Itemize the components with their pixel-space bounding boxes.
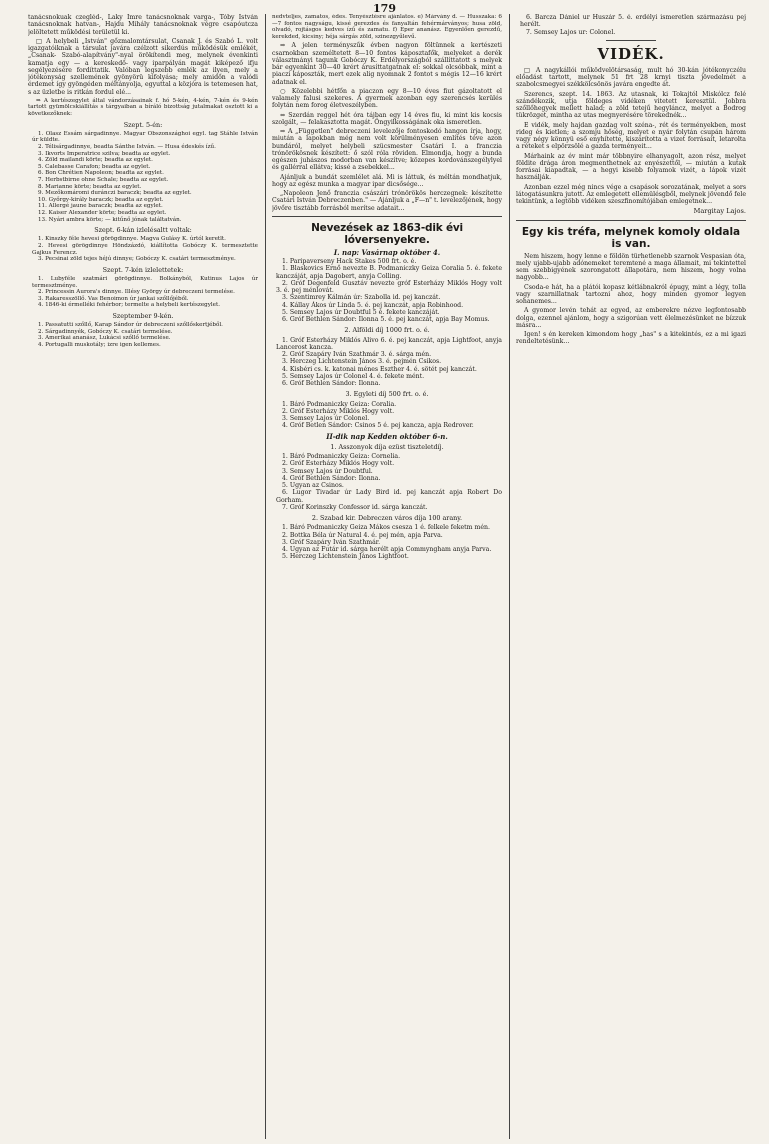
list-item: 4. Portugalli muskotály; izre igen kellemes. bbox=[38, 341, 161, 348]
column-rule bbox=[509, 14, 510, 1139]
paragraph: A gyomor levén tehát az egyed, az emberekre nézve legfontosabb dolga, ezennel ajánlom, hogy a szigorúan vett élelmezésünket ne bízzuk másra... bbox=[516, 307, 746, 329]
race-heading: 2. Alföldi díj 1000 frt. o. é. bbox=[344, 326, 430, 335]
paragraph: Azonban ezzel még nincs vége a csapások sorozatának, melyet a sors látogatásunkra jutott. Az emlegetett ellemülésgből, melynek jövendő fele tekintünk, a legtöbb vidéken szeszfinomítójában emlegetnek... bbox=[516, 183, 746, 205]
paragraph: „Napoleon Jenő franczia császári trónörökös herczegnek: készítette Csatári István Debreczenben." — Ajánljuk a „F—n" t. levelezőjének, hogy jövőre tisztább forrásból merítse adatait... bbox=[272, 190, 502, 212]
list-item: 2. Princessin Aurora's dinnye. Illésy György úr debreczeni termelése. bbox=[38, 289, 235, 296]
section-title-videk: VIDÉK. bbox=[597, 44, 665, 63]
column-left bbox=[28, 14, 258, 1139]
list-item: 3. Amerikai ananász, Lukácsi szőllő termelése. bbox=[38, 335, 171, 342]
paragraph: □ A helybeli „István" gőzmalomtársulat, Csanak J. és Szabó L. volt igazgatóiknak a társulat javára czélzott sikerdús működésük emlékét, „Csanak- Szabó-alapítvány"-nyal örökítendi meg, melynek évenkinti kamatja egy — a kereskedő- vagy iparpályán magát kiképező ifju segélyezésére fordíttatik. Valóban legszebb emlék az ilyen, mely a jótékonyság szellemének gyönyörü kifolyása; mely amidőn a valódi érdemet így gyöngéden méltányolja, egyuttal a közjóra is tetemesen hat, s az üzletbe is ritkán fordul elé... bbox=[28, 37, 258, 96]
race-entry: 3. Herczeg Lichtenstein János 3. é. pejmén Csikos. bbox=[282, 358, 442, 366]
race-heading: 2. Szabad kir. Debreczen város díja 100 arany. bbox=[311, 514, 463, 523]
race-entry: 1. Báró Podmaniczky Geiza: Coralia. bbox=[282, 400, 397, 408]
list-item: 3. Pecsinai zöld tejes héjú dinnye; Gobóczy K. csatári termesztménye. bbox=[38, 256, 236, 263]
list-item: 8. Marianne körte; beadta az egylet. bbox=[38, 183, 142, 190]
paragraph: ⇔ Szerdán reggel hét óra tájban egy 14 éves fiu, ki mint kis kocsis szolgált, — felakasztotta magát. Öngyilkosságának oka ismeretlen. bbox=[272, 111, 502, 126]
race-entry: 3. Semsey Lajos úr Colonel. bbox=[282, 415, 370, 423]
race-entry: 1. Paripaverseny Hack Stakes 500 frt. o. é. bbox=[282, 258, 417, 266]
divider bbox=[606, 40, 656, 41]
race-entry: 2. Gróf Szapáry Iván Szathmár 3. é. sárga mén. bbox=[282, 351, 432, 359]
list-item: 1. Lubyféle szatmári görögdinnye. Bolkányból, Kutinus Lajos úr termesztménye. bbox=[32, 275, 258, 289]
race-entry: 4. Kállay Ákos úr Linda 5. é. pej kanczát, apja Robinhood. bbox=[282, 301, 464, 309]
list-item: 2. Hevesi görögdinnye Höndzázdó, kiállította Gobóczy K. termesztette Gajkus Ferencz. bbox=[32, 242, 258, 256]
divider bbox=[272, 216, 502, 217]
list-item: 13. Nyári ambra körte; — kitűnő jónak találtatván. bbox=[38, 216, 182, 223]
list-item: 7. Herbstbirne ohne Schale; beadta az egylet. bbox=[38, 176, 169, 183]
paragraph: Igen! s én kereken kimondom hogy „has" s a kitekintés, ez a mi igazi rendeltetésünk... bbox=[516, 331, 746, 346]
race-entry: 2. Bottka Béla úr Natural 4. é. pej mén, apja Parva. bbox=[282, 531, 443, 539]
list-item: 10. Győrgy-király baraczk; beadta az egylet. bbox=[38, 196, 164, 203]
list-item: 2. Sárgadinnyék, Gobóczy K. csatári termelése. bbox=[38, 328, 173, 335]
column-rule bbox=[265, 14, 266, 1139]
paragraph: ⇒ A jelen terményszűk évben nagyon föltünnek a kertészeti csarnokban személtetett 8—10 fontos káposztafők, melyeket a derék választmányi tagunk Gobóczy K. Erdélyországból szállíttatott s melyek bár egyenkint 30—40 krért árusíttatgatnak el: sokkal olcsóbbak, mint a piaczi káposzták, mert ezek alig nyomnak 2 fontot s mégis 12—16 krért adatnak el. bbox=[272, 42, 502, 86]
race-entry: 4. Gróf Bethlen Sándor: Ilonna. bbox=[282, 474, 381, 482]
paragraph: Csoda-e hát, ha a plátói kopasz kétlábnakról épugy, mint a légy, tolla vagy szarnillatnak tartozni ahoz, hogy minden gyomor legyen sohanemes... bbox=[516, 283, 746, 305]
list-item: 6. Bon Chrétien Napoleon; beadta az egylet. bbox=[38, 170, 164, 177]
race-entry: 6. Gróf Bethlen Sándor: Ilonna. bbox=[282, 380, 381, 388]
race-entry: 3. Gróf Szapáry Iván Szathmár. bbox=[282, 538, 381, 546]
race-entry: 2. Gróf Esterházy Miklós Hogy volt. bbox=[282, 407, 395, 415]
race-entry: 6. Barcza Dániel ur Huszár 5. é. erdélyi ismeretlen származásu pej herélt. bbox=[520, 14, 746, 29]
subheading: Szept. 6-kán izlelésaltt voltak: bbox=[94, 226, 192, 235]
paragraph: ⇒ A „Független" debreczeni levelezője fontoskodó hangon írja, hogy, miután a lapokban még nem volt körülményesen említés téve azon bundáról, melyet helybeli szücsmester Csatári I. a franczia trónörökösnek készített: ő szól róla röviden. Elmondja, hogy a bunda egészen juhászos modorban van készítve; közepes kordovánszegélylyel és gallérral ellátva; kissé a zsebekkel... bbox=[272, 128, 502, 172]
paragraph: Szerencs, szept. 14. 1863. Az utasnak, ki Tokajtól Miskólcz felé szándékozik, utja földeges vidéken vitetett keresztül. Jobbra szőllőhegyek mellett halad; a zöld tetejű hegyláncz, melyet a Bodrog tükrözget, mintha az utas megnyerésére törekednék... bbox=[516, 90, 746, 120]
page-number: 179 bbox=[373, 2, 396, 15]
subheading: Szept. 7-kén izlelettetek: bbox=[102, 265, 184, 274]
list-item: 11. Allergé jaune baraczk; beadta az egylet. bbox=[38, 203, 163, 210]
race-heading: 1. Asszonyok díja ezüst tiszteletdíj. bbox=[330, 442, 444, 451]
race-entry: 4. Kisbéri cs. k. katonai ménes Eszther 4. é. sötét pej kanczát. bbox=[282, 365, 477, 373]
list-item: 9. Mezőkomáromi duránczi baraczk; beadta az egylet. bbox=[38, 190, 192, 197]
list-item: 1. Olasz Essám sárgadinnye. Magyar Obszonszághoi egyl. tag Stáhle István úr küldte. bbox=[32, 130, 258, 144]
subheading: Szeptember 9-kén. bbox=[112, 311, 174, 320]
paragraph: Ajánljuk a bundát szemlélet alá. Mi is láttuk, és méltán mondhatjuk, hogy az egész munka a magyar ipar dicsősége... bbox=[272, 173, 502, 188]
paragraph: Márhaink az év mint már többnyire elhanyagolt, azon rész, melyet földite drága áron megmenthetnek az enyészettől, — miután a kutak forrásai kiapadtak, — a hegyi kisebb folyamok vizét, a lápok vizét használják. bbox=[516, 152, 746, 182]
list-item: 4. 1846-ki érmelléki fehérbor; termelte a helybeli kertészegylet. bbox=[38, 302, 221, 309]
essay-title: Egy kis tréfa, melynek komoly oldala is van. bbox=[521, 225, 741, 250]
race-entry: 1. Gróf Esterházy Miklós Alivo 6. é. pej kanczát, apja Lightfoot, anyja Lancerost kancza. bbox=[276, 336, 502, 351]
race-entry: 3. Szentimrey Kálmán úr: Szabolla id. pej kanczát. bbox=[282, 294, 441, 302]
race-entry: 4. Gróf Betlen Sándor: Csinos 5 é. pej kancza, apja Redrover. bbox=[282, 422, 474, 430]
race-heading: 3. Egyleti díj 500 frt. o. é. bbox=[345, 390, 429, 399]
column-right bbox=[516, 14, 746, 1139]
list-item: 3. Ikvorts Imperatrice szilva; beadta az egylet. bbox=[38, 150, 171, 157]
race-entry: 6. Lugor Tivadar úr Lady Bird id. pej kanczát apja Robert Do Gorham. bbox=[276, 489, 502, 504]
list-item: 1. Kinszky féle hevesi görögdinnye. Magva Gulásy K. úrtól keretlt. bbox=[38, 236, 226, 243]
day-heading: I. nap: Vasárnap október 4. bbox=[333, 247, 441, 257]
subheading: Szept. 5-én: bbox=[123, 120, 163, 129]
list-item: 3. Rakaresszöllő. Vas Benoimon úr jankai szőllőjéből. bbox=[38, 295, 189, 302]
paragraph: ○ Közelebbi hétfőn a piaczon egy 8—10 éves fiut gázoltatott el valamely falusi szekeres. A gyermek azonban egy szerencsés kerülés folytán nem forog életveszélyben. bbox=[272, 87, 502, 110]
divider bbox=[516, 220, 746, 221]
race-entry: 1. Blaskovics Ernő nevezte B. Podmaniczky Geiza Coralia 5. é. fekete kanczáját, apja Dagobert, anyja Colling. bbox=[276, 265, 502, 280]
race-entry: 6. Gróf Bethlen Sándor: Ilonna 5. é. pej kanczát, apja Bay Momus. bbox=[282, 316, 490, 324]
paragraph: ⇒ A kertészegylet által vándorzásainak f. hó 5-kén, 4-kén, 7-kén és 9-kén tartott gyümölcskiállítás s tárgyaiban a bíráló bizottság jutalmakat osztott ki a következőknek: bbox=[28, 97, 258, 117]
race-entry: 2. Gróf Degenfeld Gusztáv nevezte gróf Esterházy Miklós Hogy volt 3. é. pej ménlovát. bbox=[276, 279, 502, 295]
list-item: 4. Zöld mailandi körte; beadta az egylet. bbox=[38, 157, 153, 164]
list-item: 12. Kaiser Alexander körte; beadta az egylet. bbox=[38, 209, 167, 216]
paragraph: nedvteljes, zamatos, édes. Tenyésztésre ajánlatos. e) Márvány d. — Husszaka: 6—7 fontos nagyságu, kissé gerezdes és fanyaltán fehérmárványos; husa zöld, olvadó, rojtásgos kedves ízű és zamatu. f) Eper ananász. Egyenlően gerezdű, kerekded, kicsiny; héja sárgás zöld, szinezgyűlevű. bbox=[272, 14, 502, 40]
race-entries-title: Nevezések az 1863-dik évi lóversenyekre. bbox=[311, 221, 463, 246]
race-entry: 4. Ugyan az Futár id. sárga herélt apja Commyngham anyja Parva. bbox=[282, 546, 492, 554]
race-entry: 7. Gróf Korinszky Confessor id. sárga kanczát. bbox=[282, 503, 428, 511]
list-item: 5. Calebasse Carafon; beadta az egylet. bbox=[38, 163, 151, 170]
race-entry: 5. Semsey Lajos úr Doubtful 5 é. fekete kanczáját. bbox=[282, 308, 440, 316]
column-middle bbox=[272, 14, 502, 1139]
race-entry: 5. Semsey Lajos úr Colonel 4. é. fekete mént. bbox=[282, 372, 425, 380]
race-entry: 5. Ugyan az Csinos. bbox=[282, 482, 344, 490]
race-entry: 1. Báró Podmaniczky Geiza: Cornelia. bbox=[282, 453, 401, 461]
race-entry: 1. Báró Podmaniczky Geiza Mákos csesza 1 é. felkele feketm mén. bbox=[282, 524, 490, 532]
paragraph: tanácsnokuak czegléd-, Laky Imre tanácsnoknak varga-, Tóby István tanácsnoknak hatvan-, Hajdu Mihály tanácsnoknak végre csapóutcza jelöltetett működési területül ki. bbox=[28, 14, 258, 36]
race-entry: 2. Gróf Esterházy Miklós Hogy volt. bbox=[282, 460, 395, 468]
paragraph: □ A nagykállói működvelötársaság, mult hó 30-kán jótékonyczélu előadást tartott, melynek 51 frt 28 krnyi tiszta jövedelmét a szabolcsmegyei székkölcsönös javára engedte át. bbox=[516, 66, 746, 89]
list-item: 2. Télisárgadinnye, beadta Sánthe István. — Husa édeskés ízű. bbox=[38, 143, 216, 150]
race-entry: 3. Semsey Lajos úr Doubtful. bbox=[282, 467, 373, 475]
race-entry: 7. Semsey Lajos ur: Colonel. bbox=[526, 28, 616, 36]
list-item: 1. Passatutti szőllő, Karap Sándor úr debreczeni szőllőskertjéből. bbox=[38, 322, 223, 329]
paragraph: Nem hiszem, hogy lenne e földön türhetlenebb szarnok Vespasian óta, mely ujabb-ujabb adónemeket teremtené a maga államait, mi tekintettel sem szebbigyének szorongatott állapotára, nem hiszem, hogy volna nagyobb... bbox=[516, 252, 746, 282]
paragraph: E vidék, mely hajdan gazdag volt széna-, rét és terményekben, most rideg és kietlen; a szomju hőség, melyet e nyár folytán csupán három vagy négy könnyü eső enyhítette, kiszárította a vizet forrásait, letarolta a réteket s elpörzsölé a gazda terményeit... bbox=[516, 121, 746, 151]
day-heading: II-dik nap Kedden október 6-n. bbox=[326, 431, 448, 441]
signature: Margitay Lajos. bbox=[693, 207, 746, 216]
race-entry: 5. Herczeg Lichtenstein János Lightfoot. bbox=[282, 553, 409, 561]
